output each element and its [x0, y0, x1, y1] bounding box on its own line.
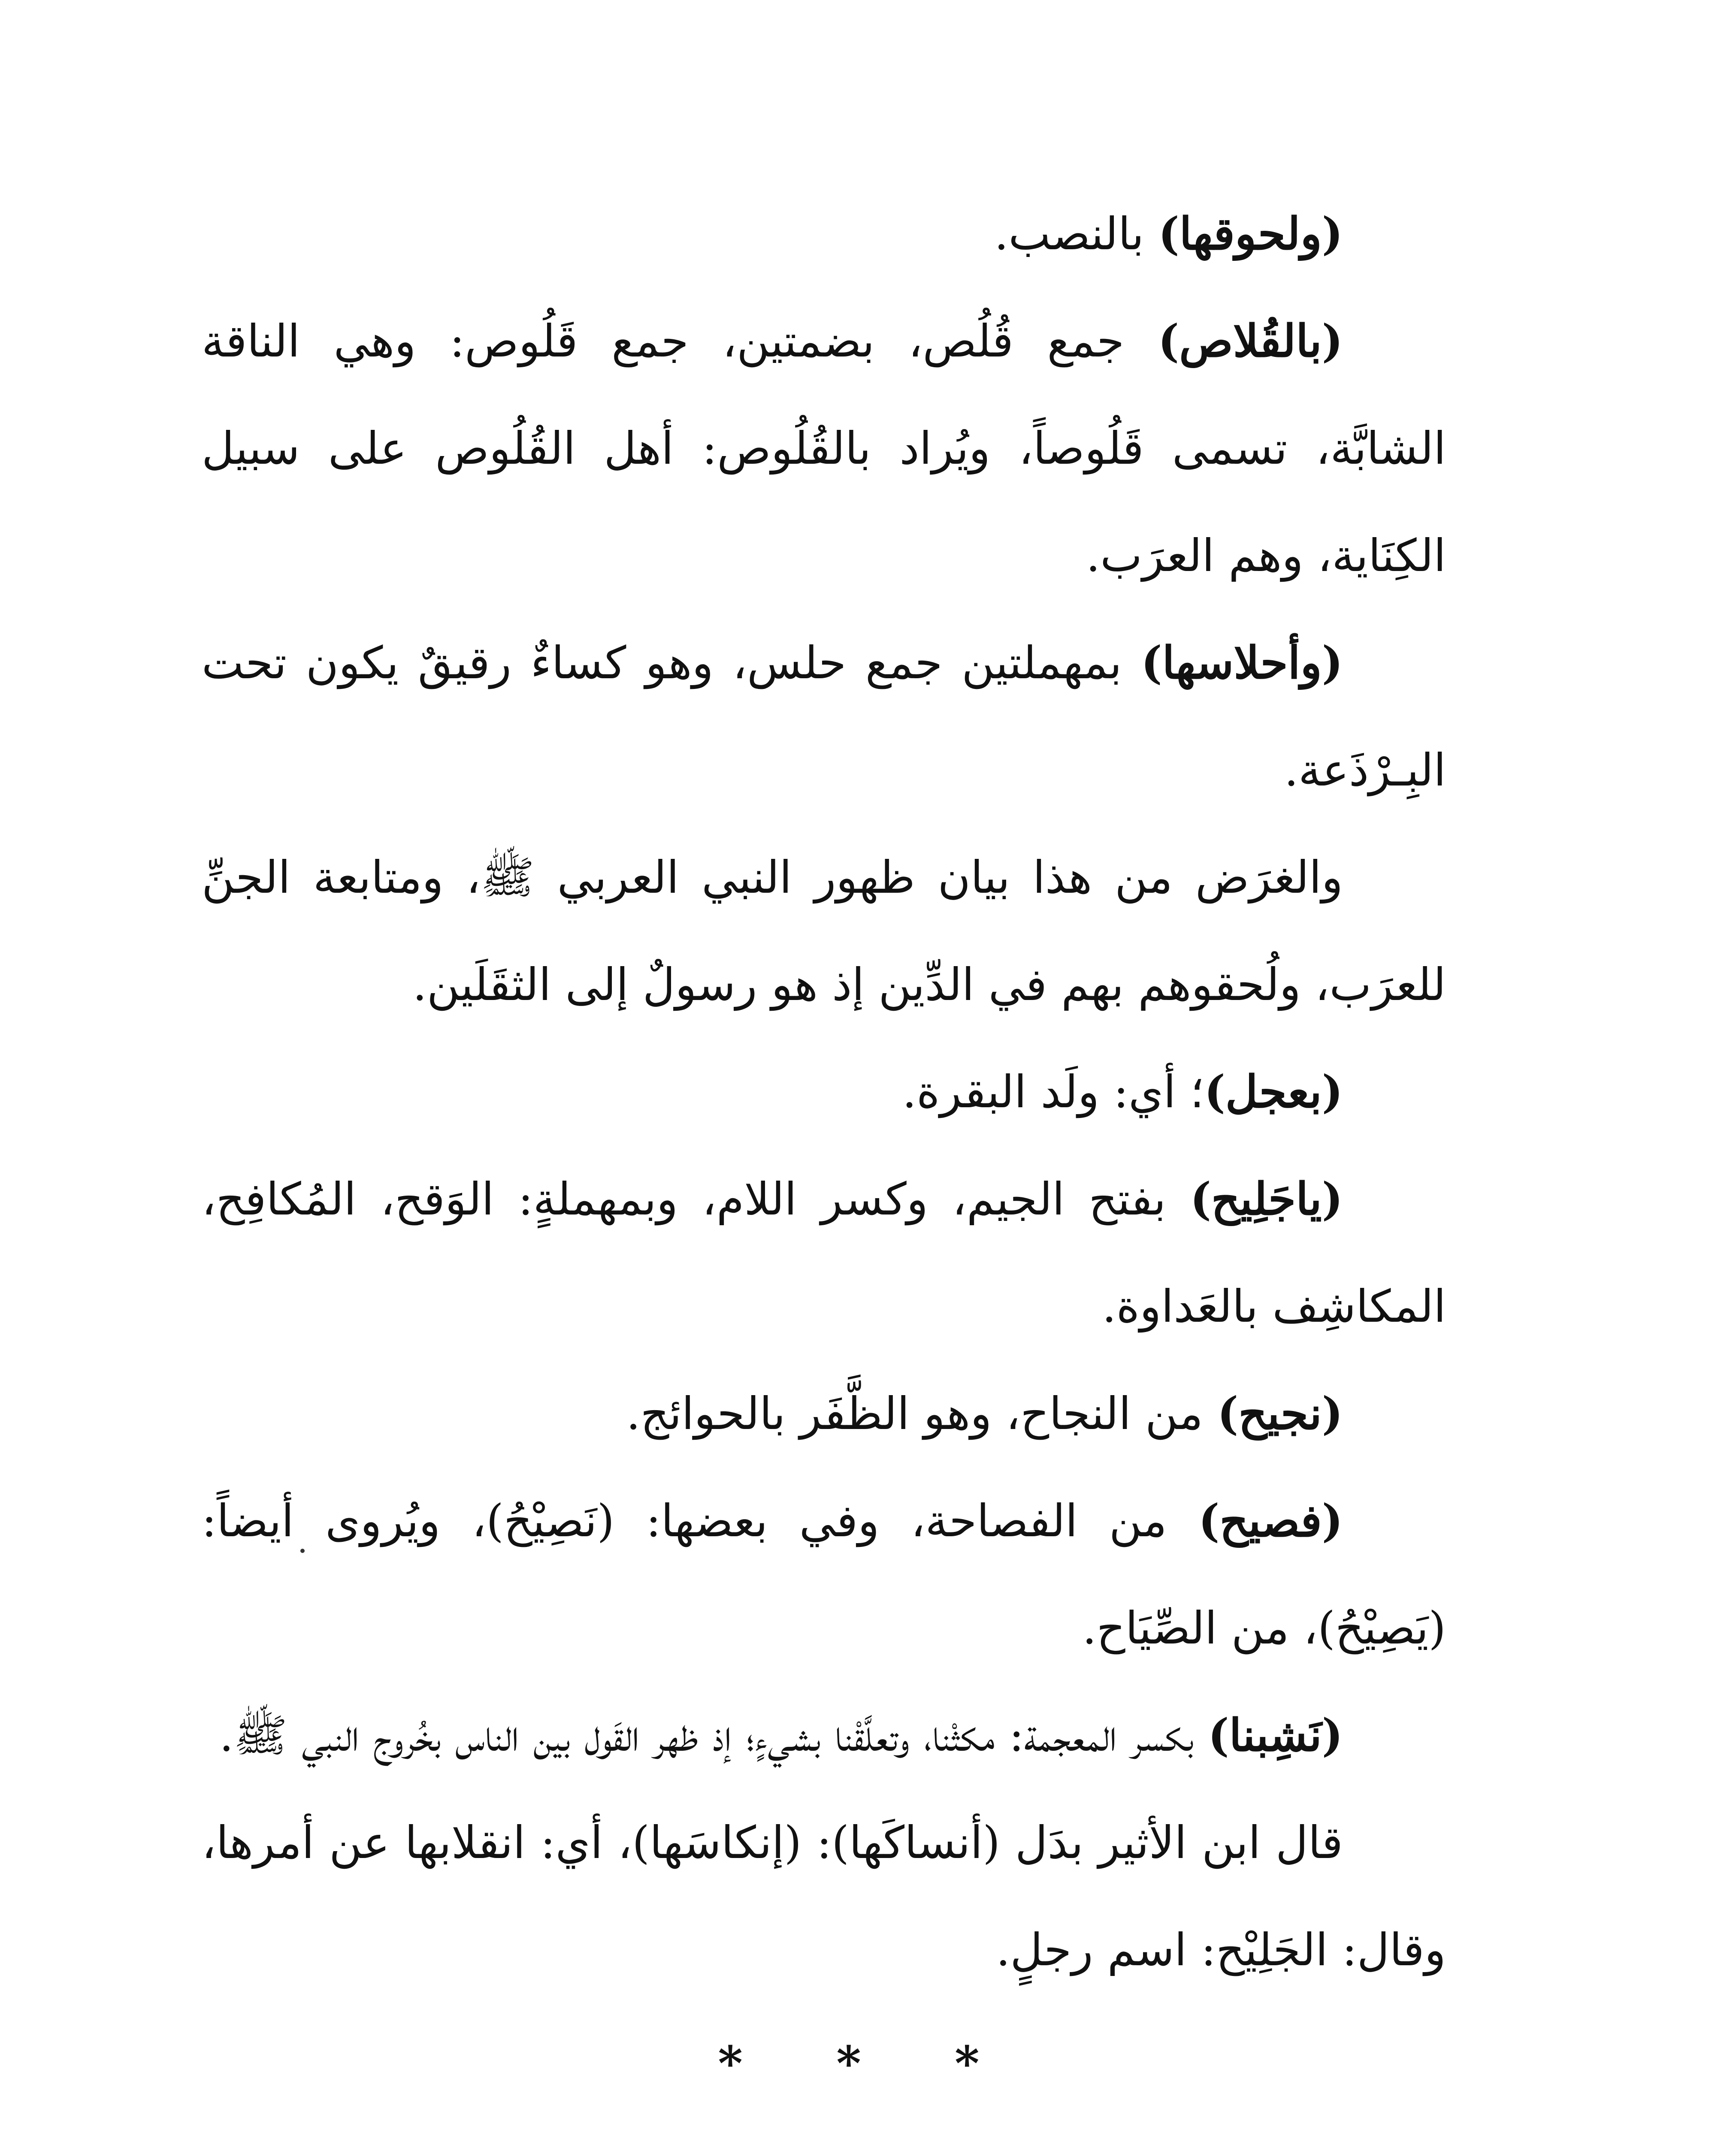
paragraph-text: بكسر المعجمة: مكثْنا، وتعلَّقْنا بشيءٍ؛ إذ ظهر القَول بين الناس بخُروج النبي ﷺ.: [219, 1709, 1208, 1761]
headword: (ولحوقها): [1158, 207, 1343, 260]
paragraph-text: بفتح الجيم، وكسر اللام، وبمهملةٍ: الوَقح، المُكافِح، المكاشِف بالعَداوة.: [202, 1173, 1446, 1332]
speck-mark: [300, 1549, 305, 1553]
paragraph: [202, 1467, 1446, 1682]
paragraph: [202, 180, 1446, 287]
headword: (نَشِبنا): [1208, 1709, 1343, 1761]
headword: (ياجَلِيح): [1190, 1172, 1343, 1225]
paragraph: [202, 824, 1446, 1038]
headword: (بالقُلاص): [1158, 314, 1343, 367]
paragraph: [202, 609, 1446, 824]
paragraph-text: بمهملتين جمع حلس، وهو كساءٌ رقيقٌ يكون تحت البِـرْذَعة.: [202, 637, 1446, 796]
commentary-text: [202, 180, 1446, 2003]
paragraph-text: من الفصاحة، وفي بعضها: (نَصِيْحُ)، ويُروى أيضاً: (يَصِيْحُ)، من الصِّيَاح.: [202, 1495, 1446, 1654]
paragraph-text: ؛ أي: ولَد البقرة.: [902, 1066, 1204, 1118]
paragraph: [202, 1145, 1446, 1360]
paragraph-text: من النجاح، وهو الظَّفَر بالحوائج.: [626, 1387, 1217, 1440]
headword: (بعجل): [1204, 1065, 1343, 1118]
headword: (وأحلاسها): [1141, 636, 1343, 689]
paragraph: [202, 1789, 1446, 2003]
paragraph-text: والغرَض من هذا بيان ظهور النبي العربي ﷺ، ومتابعة الجنِّ للعرَب، ولُحقوهم بهم في الدِّين إذ هو رسولٌ إلى الثقَلَين.: [202, 851, 1446, 1011]
paragraph-text: بالنصب.: [994, 208, 1158, 260]
paragraph-text: قال ابن الأثير بدَل (أنساكَها): (إنكاسَها)، أي: انقلابها عن أمرها، وقال: الجَلِيْح: اسم رجلٍ.: [202, 1816, 1446, 1976]
paragraph-text: جمع قُلُص، بضمتين، جمع قَلُوص: وهي الناقة الشابَّة، تسمى قَلُوصاً، ويُراد بالقُلُوص: أهل القُلُوص على سبيل الكِنَاية، وهم العرَب.: [202, 315, 1446, 582]
section-separator: * * *: [718, 2036, 1018, 2091]
paragraph: [202, 1682, 1446, 1789]
paragraph: [202, 287, 1446, 609]
paragraph: [202, 1360, 1446, 1467]
headword: (نجيح): [1217, 1387, 1343, 1440]
headword: (فصيح): [1198, 1494, 1343, 1547]
paragraph: [202, 1038, 1446, 1145]
